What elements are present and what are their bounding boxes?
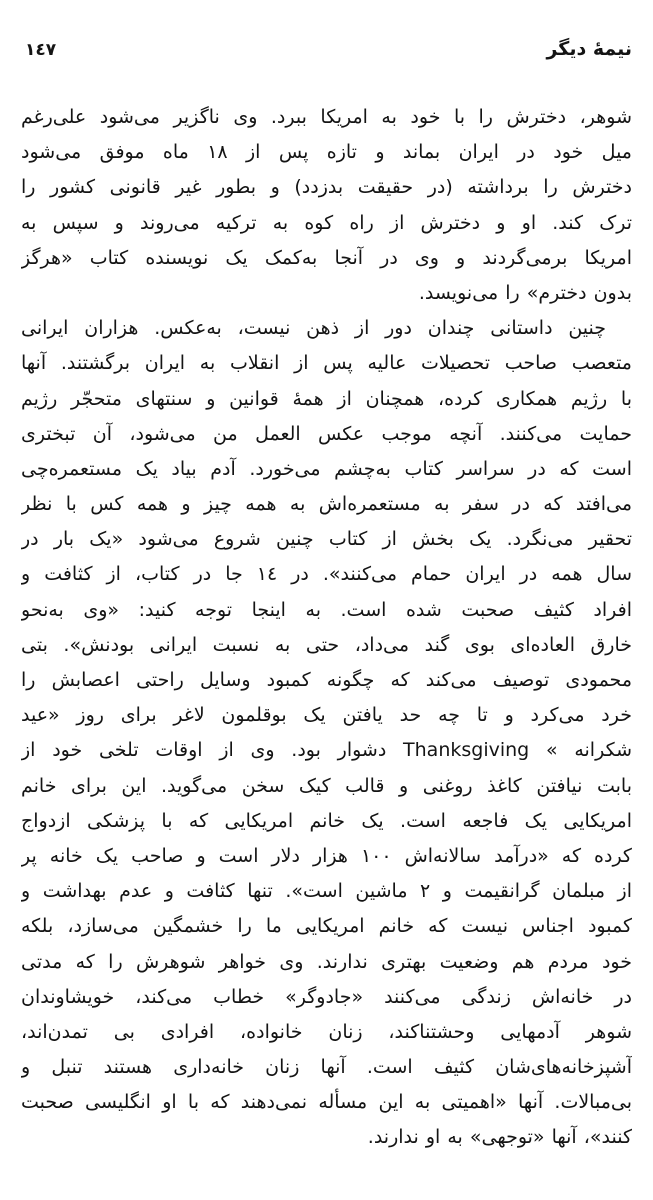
text-line: شکرانه » Thanksgiving دشوار بود. وی از اوقات تلخی خود از — [21, 739, 632, 762]
text-line: می‌افتد که در سفر به مستعمره‌اش به همه چیز و همه کس با نظر — [21, 493, 632, 516]
paragraph — [21, 311, 632, 1156]
text-line: کنند»، آنها «توجهی» به او ندارند. — [367, 1126, 632, 1149]
text-line: آشپزخانه‌های‌شان کثیف است. آنها زنان خانه‌داری هستند تنبل و — [21, 1056, 632, 1079]
text-line: محمودی توصیف می‌کند که چگونه کمبود وسایل راحتی اعصابش را — [21, 669, 632, 691]
text-line: شوهر آدمهایی وحشتناکند، زنان خانواده، افرادی بی تمدن‌اند، — [21, 1020, 632, 1043]
text-line: میل خود در ایران بماند و تازه پس از ١٨ ماه موفق می‌شود — [21, 141, 632, 164]
text-line: امریکا برمی‌گردند و وی در آنجا به‌کمک یک نویسنده کتاب «هرگز — [21, 246, 632, 269]
text-line: متعصب صاحب تحصیلات عالیه پس از انقلاب به ایران برگشتند. آنها — [21, 352, 632, 375]
text-line: خود مردم هم وضعیت بهتری ندارند. وی خواهر شوهرش را که مدتی — [21, 950, 632, 973]
text-line: تحقیر می‌نگرد. یک بخش از کتاب چنین شروع می‌شود «یک بار در — [21, 528, 632, 551]
text-line: چنین داستانی چندان دور از ذهن نیست، به‌عکس. هزاران ایرانی — [21, 317, 606, 340]
text-line: شوهر، دخترش را با خود به امریکا ببرد. وی ناگزیر می‌شود علی‌رغم — [21, 106, 632, 128]
running-title: نیمهٔ دیگر — [546, 38, 632, 60]
text-line: خارق العاده‌ای بوی گند می‌داد، حتی به نسبت ایرانی بودنش». بتی — [21, 633, 632, 656]
text-line: در خانه‌اش زندگی می‌کنند «جادوگر» خطاب می‌کند، خویشاوندان — [21, 985, 632, 1008]
text-line: است که در سراسر کتاب به‌چشم می‌خورد. آدم بیاد یک مستعمره‌چی — [21, 457, 632, 480]
page-header — [21, 38, 632, 64]
paragraph — [21, 100, 632, 311]
text-line: از مبلمان گرانقیمت و ٢ ماشین است». تنها کثافت و عدم بهداشت و — [21, 880, 632, 903]
body-text — [21, 100, 632, 1156]
text-line: ترک کند. او و دخترش از راه کوه به ترکیه می‌روند و سپس به — [21, 211, 632, 234]
text-line: بابت نیافتن کاغذ روغنی و قالب کیک سخن می‌گوید. این برای خانم — [21, 774, 632, 797]
text-line: امریکایی یک فاجعه است. یک خانم امریکایی که با پزشکی ازدواج — [21, 809, 632, 832]
text-line: بی‌مبالات. آنها «اهمیتی به این مسأله نمی‌دهند که با او انگلیسی صحبت — [21, 1091, 632, 1114]
text-line: سال همه در ایران حمام می‌کنند». در ١٤ جا در کتاب، از کثافت و — [21, 563, 632, 586]
page-number: ١٤٧ — [25, 40, 57, 60]
text-line: خرد می‌کرد و تا چه حد یافتن یک بوقلمون لاغر برای روز «عید — [21, 704, 632, 727]
text-line: کمبود اجناس نیست که خانم امریکایی ما را خشمگین می‌سازد، بلکه — [21, 915, 632, 938]
text-line: افراد کثیف صحبت شده است. به اینجا توجه کنید: «وی به‌نحو — [21, 598, 632, 621]
text-line: با رژیم همکاری کرده، همچنان از همهٔ قوانین و سنتهای متحجّر رژیم — [21, 387, 632, 410]
text-line: کرده که «درآمد سالانه‌اش ١٠٠ هزار دلار است و صاحب یک خانه پر — [21, 844, 632, 867]
text-line: حمایت می‌کنند. آنچه موجب عکس العمل من می‌شود، آن تبختری — [21, 422, 632, 445]
text-line: بدون دخترم» را می‌نویسد. — [418, 281, 632, 304]
text-line: دخترش را برداشته (در حقیقت بدزدد) و بطور غیر قانونی کشور را — [21, 176, 632, 199]
